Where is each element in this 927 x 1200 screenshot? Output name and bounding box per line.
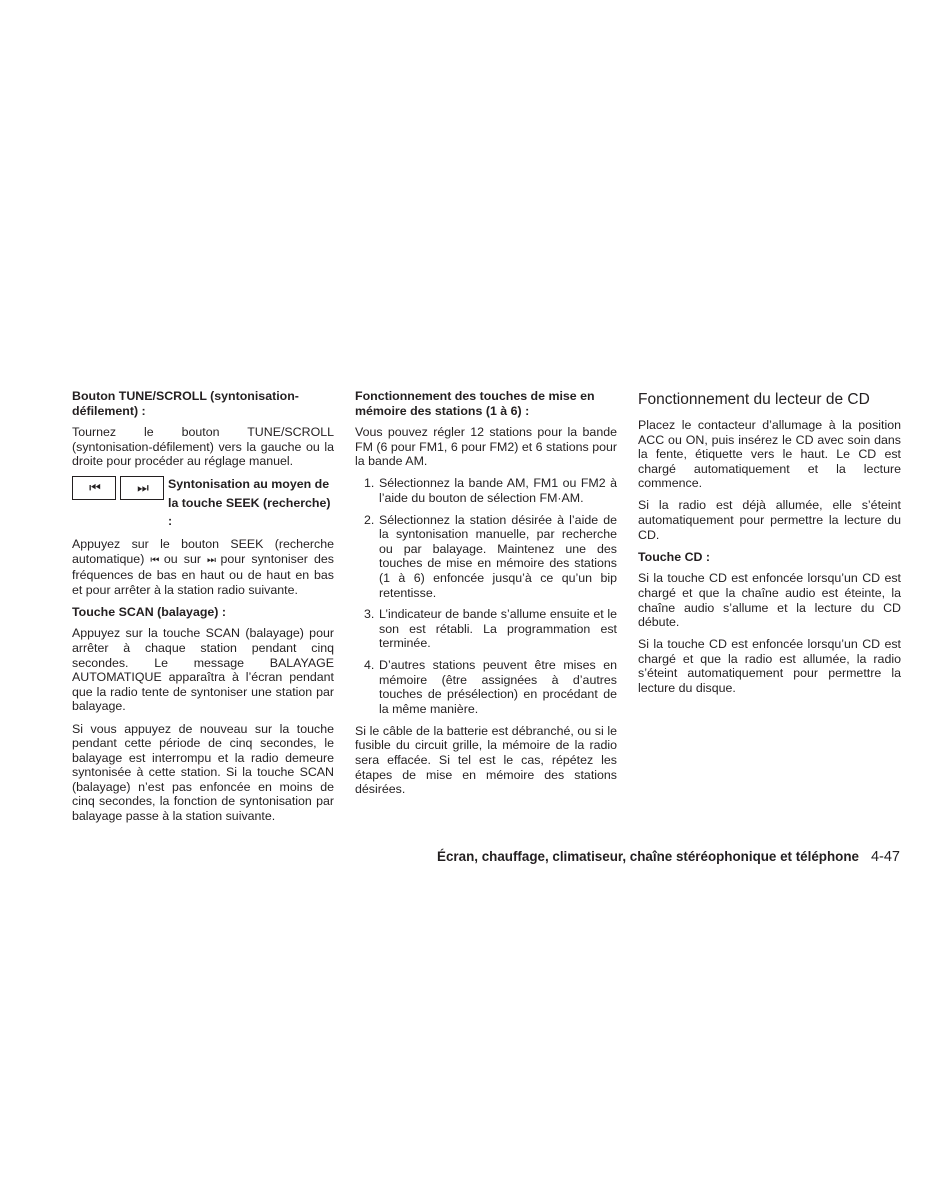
inline-next-icon: ⏭ <box>206 554 215 566</box>
preset-intro: Vous pouvez régler 12 stations pour la bande FM (6 pour FM1, 6 pour FM2) et 6 stations pour la bande AM. <box>355 425 617 469</box>
preset-outro: Si le câble de la batterie est débranché, ou si le fusible du circuit grille, la mémoire de la radio sera effacée. Si tel est le cas, répétez les étapes de mise en mémoire des stations désirées. <box>355 723 617 797</box>
seek-buttons-illustration <box>72 476 164 500</box>
section-title: Écran, chauffage, climatiseur, chaîne stéréophonique et téléphone <box>437 849 859 864</box>
scan-heading: Touche SCAN (balayage) : <box>72 604 226 619</box>
scan-paragraph-1: Appuyez sur la touche SCAN (balayage) pour arrêter à chaque station pendant cinq secondes. Le message BALAYAGE AUTOMATIQUE apparaîtra à l’écran pendant que la radio tente de syntoniser une station par balayage. <box>72 626 334 714</box>
list-item <box>355 658 617 716</box>
column-1 <box>72 389 334 831</box>
list-item <box>355 607 617 651</box>
step-text: Sélectionnez la bande AM, FM1 ou FM2 à l’aide du bouton de sélection FM·AM. <box>379 476 617 506</box>
step-number: 4. <box>364 658 375 672</box>
preset-steps-list <box>355 476 617 716</box>
list-item <box>355 513 617 601</box>
cd-paragraph-1: Placez le contacteur d’allumage à la position ACC ou ON, puis insérez le CD avec soin dans la fente, étiquette vers le haut. Le CD est chargé automatiquement et la lecture commence. <box>638 418 901 491</box>
step-text: D’autres stations peuvent être mises en mémoire (être assignées à d’autres touches de présélection) en procédant de la même manière. <box>379 658 617 716</box>
step-text: L’indicateur de bande s’allume ensuite et le son est rétabli. La programmation est terminée. <box>379 607 617 651</box>
cd-player-title: Fonctionnement du lecteur de CD <box>638 391 870 408</box>
page-number: 4-47 <box>870 849 900 865</box>
cd-paragraph-2: Si la radio est déjà allumée, elle s’éteint automatiquement pour permettre la lecture du CD. <box>638 498 901 542</box>
preset-heading: Fonctionnement des touches de mise en mémoire des stations (1 à 6) : <box>355 389 595 418</box>
seek-section <box>72 476 334 531</box>
seek-prev-icon: ⏮ <box>72 476 116 500</box>
scan-paragraph-2: Si vous appuyez de nouveau sur la touche pendant cette période de cinq secondes, le balayage est interrompu et la radio demeure syntonisée à cette station. Si la touche SCAN (balayage) n’est pas enfoncée en moins de cinq secondes, la fonction de syntonisation par balayage passe à la station suivante. <box>72 721 334 824</box>
seek-paragraph-part-a: Appuyez sur le bouton SEEK (recherche automatique) <box>72 536 334 566</box>
cd-paragraph-4: Si la touche CD est enfoncée lorsqu’un CD est chargé et que la radio est allumée, la radio s’éteint automatiquement pour permettre la lecture du disque. <box>638 637 901 695</box>
seek-paragraph <box>72 537 334 597</box>
tune-scroll-heading: Bouton TUNE/SCROLL (syntonisation-défilement) : <box>72 389 299 418</box>
step-number: 2. <box>364 512 375 527</box>
seek-next-icon: ⏭ <box>120 476 164 500</box>
page-footer <box>300 849 900 865</box>
list-item <box>355 476 617 505</box>
seek-heading: Syntonisation au moyen de la touche SEEK (recherche) : <box>168 477 331 529</box>
cd-paragraph-3: Si la touche CD est enfoncée lorsqu’un CD est chargé et que la chaîne audio est éteinte, la chaîne audio s’allume et la lecture du CD débute. <box>638 571 901 630</box>
inline-prev-icon: ⏮ <box>150 554 158 566</box>
column-3 <box>638 391 901 703</box>
step-number: 3. <box>364 607 375 622</box>
column-2 <box>355 389 617 804</box>
step-number: 1. <box>364 476 375 491</box>
seek-paragraph-part-b: pour syntoniser des fréquences de bas en haut ou de haut en bas et pour arrêter à la station radio suivante. <box>72 551 334 597</box>
seek-paragraph-mid: ou sur <box>163 551 201 566</box>
cd-button-heading: Touche CD : <box>638 549 711 564</box>
step-text: Sélectionnez la station désirée à l’aide de la syntonisation manuelle, par recherche ou par balayage. Maintenez une des touches de mise en mémoire des stations (1 à 6) enfoncée jusqu’à ce qu’un bip retentisse. <box>379 512 617 600</box>
tune-scroll-paragraph: Tournez le bouton TUNE/SCROLL (syntonisation-défilement) vers la gauche ou la droite pour procéder au réglage manuel. <box>72 425 334 469</box>
